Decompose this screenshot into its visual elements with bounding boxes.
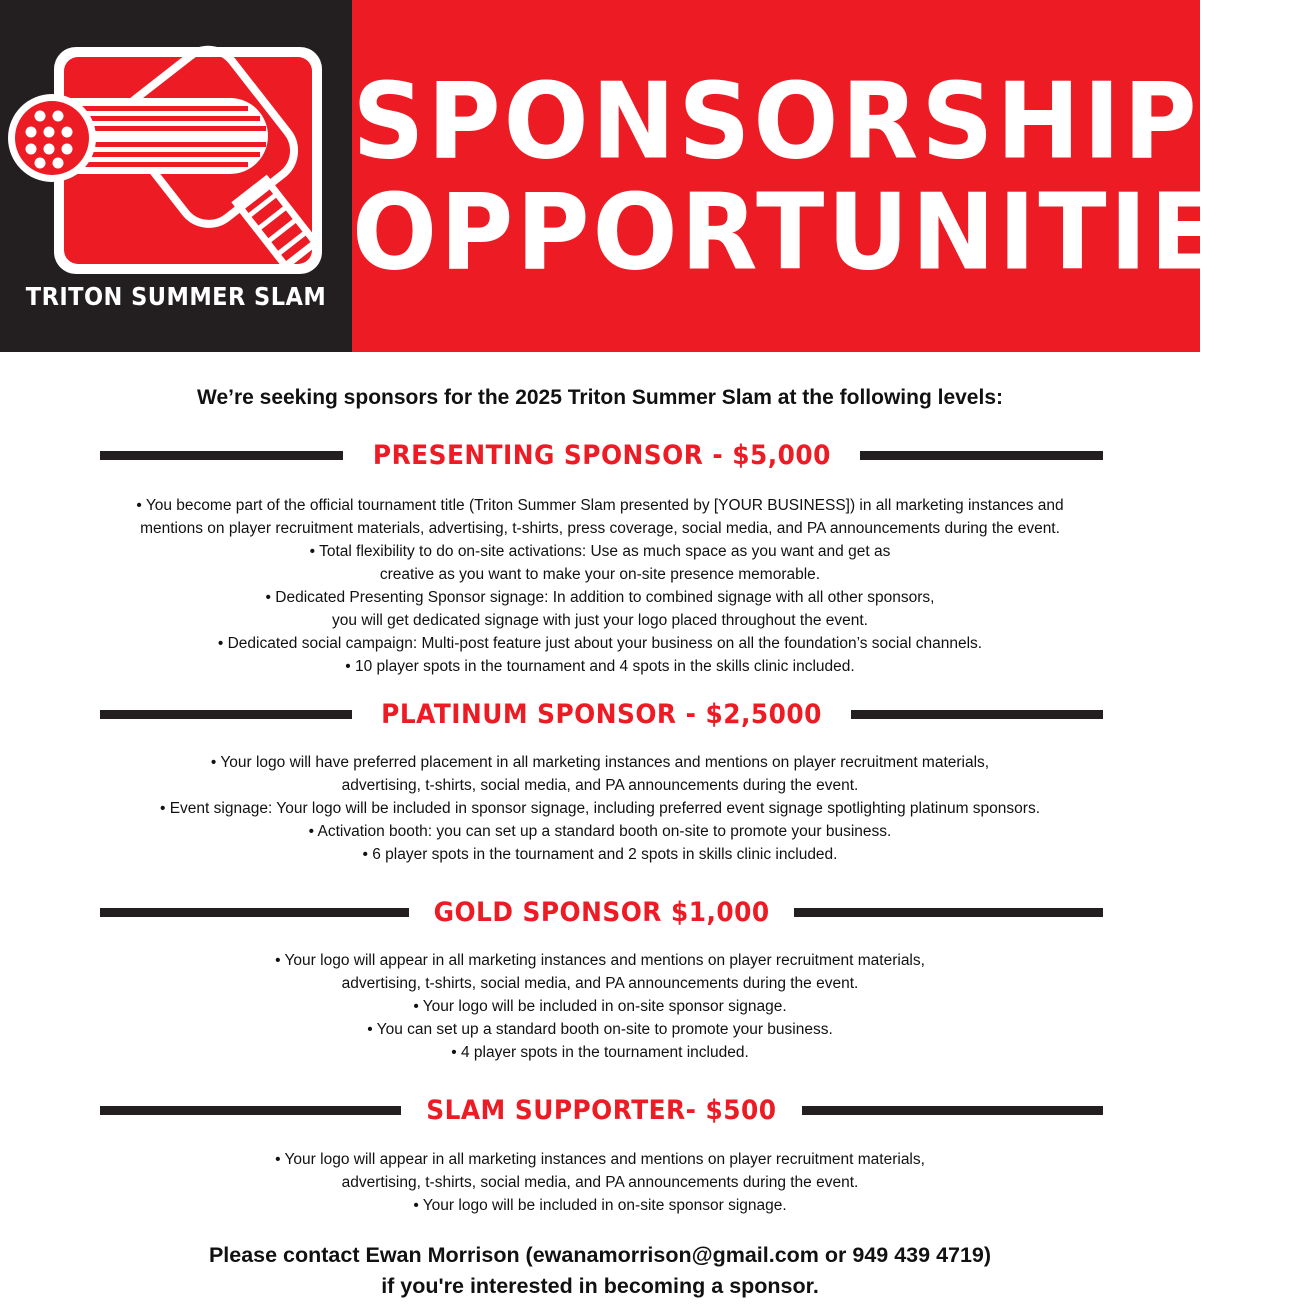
divider-bar-right — [860, 451, 1103, 460]
bullet-line: • 10 player spots in the tournament and 4 spots in the skills clinic included. — [345, 658, 855, 675]
section-title: SLAM SUPPORTER- $500 — [426, 1094, 777, 1126]
contact-line1: Please contact Ewan Morrison (ewanamorrison@gmail.com or 949 439 4719) — [208, 1243, 992, 1267]
bullet-line: • You become part of the official tournament title (Triton Summer Slam presented by [YOUR BUSINESS]) in all marketing instances and — [136, 497, 1064, 514]
page-title-line2: OPPORTUNITIES — [352, 171, 1296, 294]
bullet-line: mentions on player recruitment materials, advertising, t-shirts, press coverage, social media, and PA announcements during the event. — [140, 520, 1060, 537]
divider-bar-left — [100, 451, 343, 460]
header-banner — [0, 0, 1296, 352]
logo-text: TRITON SUMMER SLAM — [25, 282, 327, 311]
divider-bar-left — [100, 1106, 401, 1115]
bullet-line: • Your logo will have preferred placement in all marketing instances and mentions on player recruitment materials, — [210, 754, 990, 771]
bullet-line: • 6 player spots in the tournament and 2 spots in skills clinic included. — [362, 846, 838, 863]
bullet-line: • Your logo will be included in on-site sponsor signage. — [413, 998, 787, 1015]
section-bullets-platinum — [40, 751, 1160, 866]
section-heading-supporter — [100, 1092, 1103, 1128]
section-heading-platinum — [100, 696, 1103, 732]
bullet-line: creative as you want to make your on-site presence memorable. — [379, 566, 821, 583]
logo-panel — [0, 0, 352, 352]
bullet-line: advertising, t-shirts, social media, and PA announcements during the event. — [341, 975, 859, 992]
bullet-line: • 4 player spots in the tournament included. — [451, 1044, 749, 1061]
bullet-line: • You can set up a standard booth on-site to promote your business. — [367, 1021, 833, 1038]
bullet-line: • Event signage: Your logo will be included in sponsor signage, including preferred event signage spotlighting platinum sponsors. — [159, 800, 1041, 817]
bullet-line: • Dedicated Presenting Sponsor signage: In addition to combined signage with all other sponsors, — [265, 589, 935, 606]
section-title: GOLD SPONSOR $1,000 — [433, 896, 770, 928]
contact-line2: if you're interested in becoming a sponsor. — [381, 1274, 819, 1298]
bullet-line: • Activation booth: you can set up a standard booth on-site to promote your business. — [308, 823, 892, 840]
section-title: PRESENTING SPONSOR - $5,000 — [372, 439, 831, 471]
bullet-line: you will get dedicated signage with just your logo placed throughout the event. — [332, 612, 868, 629]
section-title: PLATINUM SPONSOR - $2,5000 — [381, 698, 822, 730]
divider-bar-left — [100, 710, 352, 719]
bullet-line: • Your logo will be included in on-site sponsor signage. — [413, 1197, 787, 1214]
bullet-line: advertising, t-shirts, social media, and PA announcements during the event. — [341, 1174, 859, 1191]
divider-bar-right — [802, 1106, 1103, 1115]
contact-text — [0, 1240, 1200, 1302]
bullet-line: • Your logo will appear in all marketing instances and mentions on player recruitment materials, — [275, 952, 925, 969]
divider-bar-right — [851, 710, 1103, 719]
divider-bar-left — [100, 908, 409, 917]
bullet-line: advertising, t-shirts, social media, and PA announcements during the event. — [341, 777, 859, 794]
section-heading-presenting — [100, 437, 1103, 473]
divider-bar-right — [794, 908, 1103, 917]
page-title-line1: SPONSORSHIP — [352, 60, 1200, 183]
section-bullets-gold — [40, 949, 1160, 1064]
section-heading-gold — [100, 894, 1103, 930]
bullet-line: • Dedicated social campaign: Multi-post feature just about your business on all the foundation’s social channels. — [217, 635, 983, 652]
intro-text: We’re seeking sponsors for the 2025 Triton Summer Slam at the following levels: — [197, 386, 1003, 409]
section-bullets-supporter — [40, 1148, 1160, 1217]
bullet-line: • Total flexibility to do on-site activations: Use as much space as you want and get as — [309, 543, 891, 560]
section-bullets-presenting — [40, 494, 1160, 678]
title-panel — [352, 0, 1296, 352]
bullet-line: • Your logo will appear in all marketing instances and mentions on player recruitment materials, — [275, 1151, 925, 1168]
